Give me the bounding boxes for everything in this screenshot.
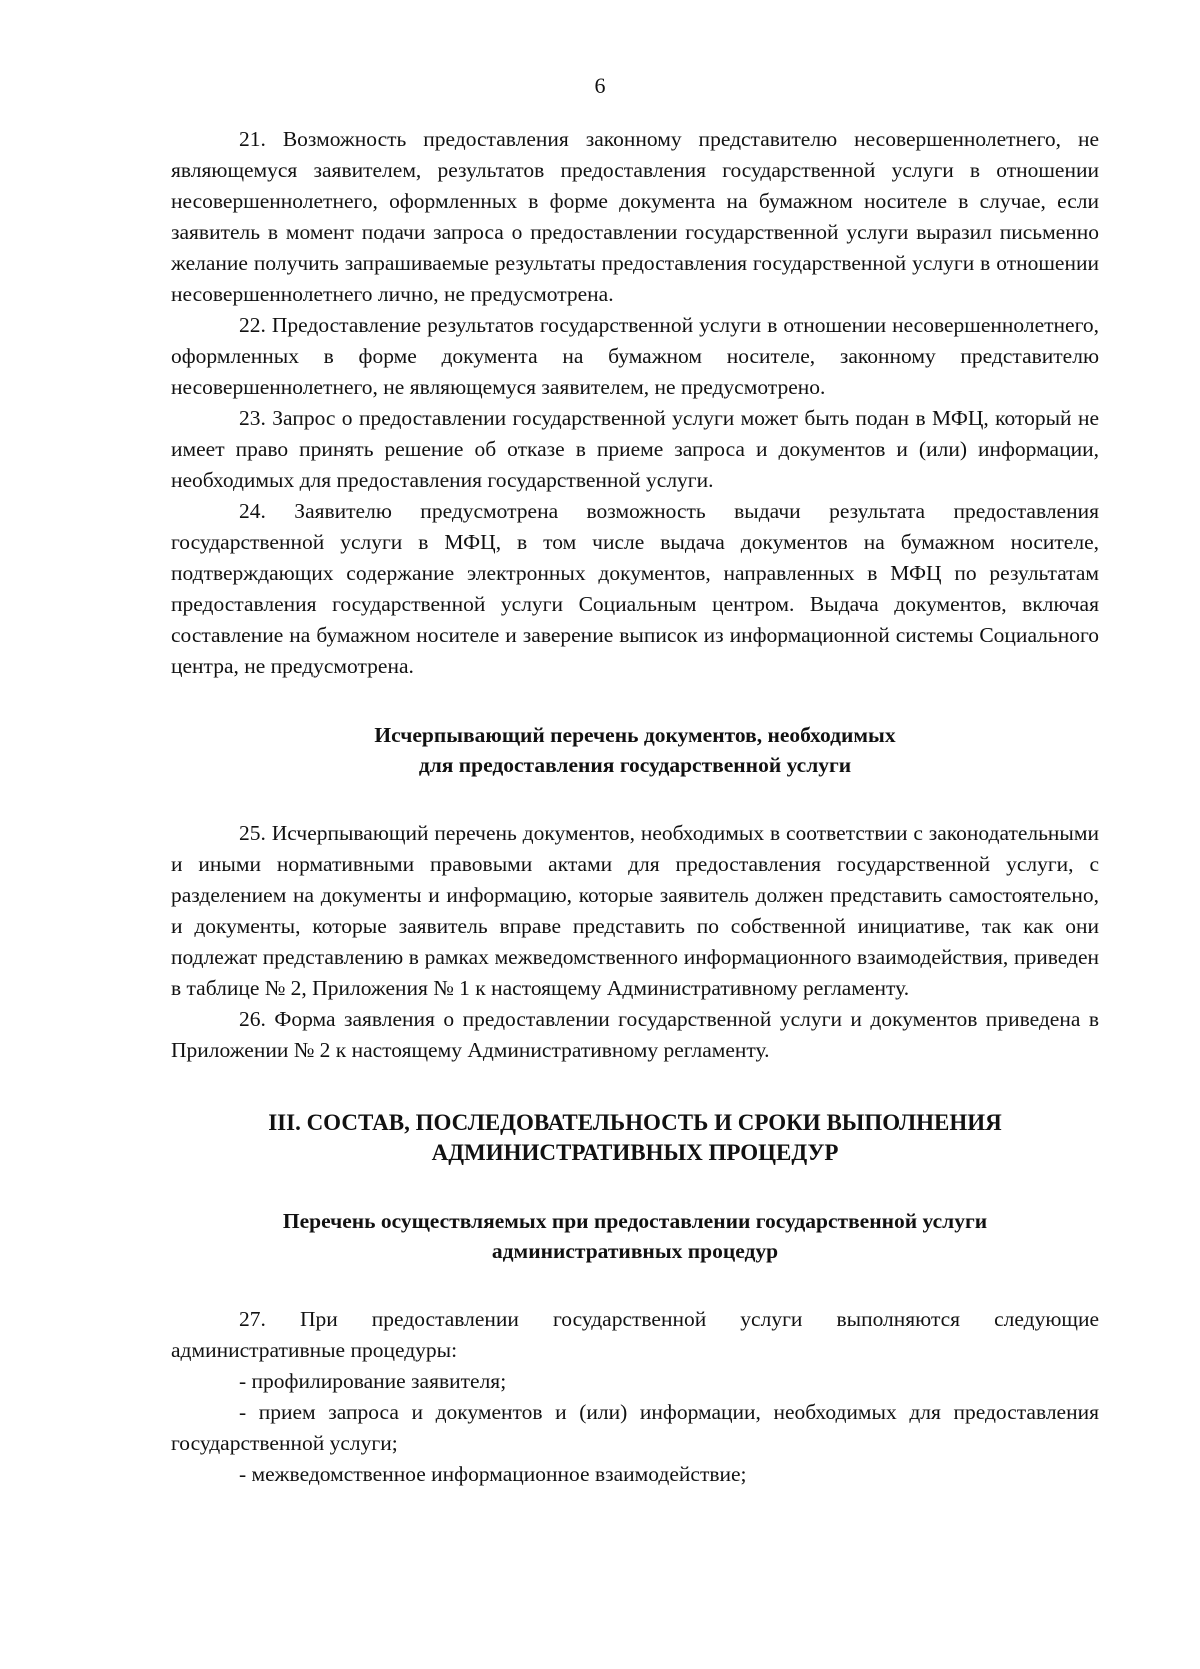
heading-procedures-line2: административных процедур (491, 1239, 779, 1263)
spacer (171, 780, 1099, 818)
procedure-item-interagency: - межведомственное информационное взаимодействие; (239, 1462, 747, 1486)
procedure-item-profiling: - профилирование заявителя; (239, 1369, 507, 1393)
heading-procedures-line1: Перечень осуществляемых при предоставлении государственной услуги (282, 1209, 988, 1233)
section-heading-line1: III. СОСТАВ, ПОСЛЕДОВАТЕЛЬНОСТЬ И СРОКИ ВЫПОЛНЕНИЯ (268, 1110, 1002, 1135)
spacer (171, 1168, 1099, 1206)
spacer (171, 1266, 1099, 1304)
paragraph-21: 21. Возможность предоставления законному представителю несовершеннолетнего, не являющемуся заявителем, результатов предоставления государственной услуги в отношении несовершеннолетнего, оформленных в форме документа на бумажном носителе в случае, если заявитель в момент подачи запроса о предоставлении государственной услуги выразил письменно желание получить запрашиваемые результаты предоставления государственной услуги в отношении несовершеннолетнего лично, не предусмотрена. (171, 127, 1099, 306)
paragraph-25: 25. Исчерпывающий перечень документов, необходимых в соответствии с законодательными и иными нормативными правовыми актами для предоставления государственной услуги, с разделением на документы и информацию, которые заявитель должен представить самостоятельно, и документы, которые заявитель вправе представить по собственной инициативе, так как они подлежат представлению в рамках межведомственного информационного взаимодействия, приведен в таблице № 2, Приложения № 1 к настоящему Административному регламенту. (171, 821, 1099, 1000)
paragraph-22: 22. Предоставление результатов государственной услуги в отношении несовершеннолетнего, оформленных в форме документа на бумажном носителе, законному представителю несовершеннолетнего, не являющемуся заявителем, не предусмотрено. (171, 313, 1099, 399)
page-number: 6 (594, 73, 606, 98)
spacer (171, 682, 1099, 720)
heading-documents-line1: Исчерпывающий перечень документов, необходимых (374, 723, 896, 747)
section-heading-line2: АДМИНИСТРАТИВНЫХ ПРОЦЕДУР (431, 1140, 839, 1165)
paragraph-24: 24. Заявителю предусмотрена возможность выдачи результата предоставления государственной услуги в МФЦ, в том числе выдача документов на бумажном носителе, подтверждающих содержание электронных документов, направленных в МФЦ по результатам предоставления государственной услуги Социальным центром. Выдача документов, включая составление на бумажном носителе и заверение выписок из информационной системы Социального центра, не предусмотрена. (171, 499, 1099, 678)
page-body (171, 124, 1099, 1490)
paragraph-23: 23. Запрос о предоставлении государственной услуги может быть подан в МФЦ, который не имеет право принять решение об отказе в приеме запроса и документов и (или) информации, необходимых для предоставления государственной услуги. (171, 406, 1099, 492)
heading-documents-line2: для предоставления государственной услуги (418, 753, 852, 777)
spacer (171, 1066, 1099, 1108)
paragraph-26: 26. Форма заявления о предоставлении государственной услуги и документов приведена в Приложении № 2 к настоящему Административному регламенту. (171, 1007, 1099, 1062)
paragraph-27: 27. При предоставлении государственной услуги выполняются следующие административные процедуры: (171, 1307, 1099, 1362)
procedure-item-request-intake: - прием запроса и документов и (или) информации, необходимых для предоставления государственной услуги; (171, 1400, 1099, 1455)
